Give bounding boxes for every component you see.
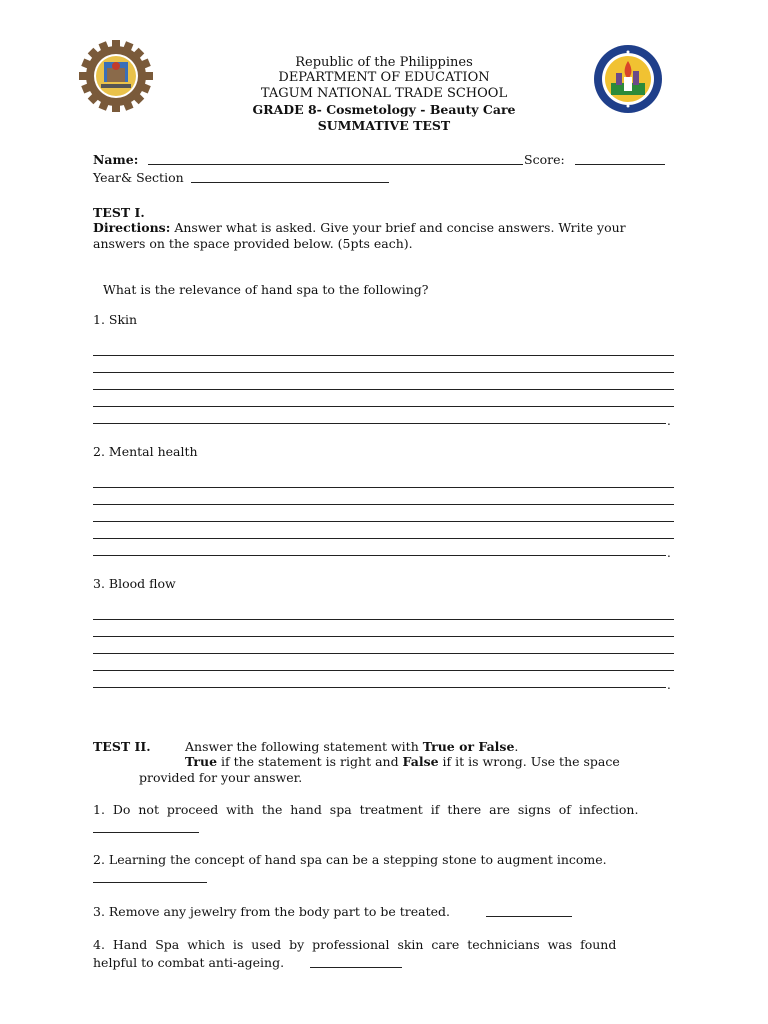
year-section-blank[interactable]	[191, 182, 389, 183]
header-test-title: SUMMATIVE TEST	[317, 118, 451, 133]
answer-line[interactable]	[93, 687, 666, 688]
name-label: Name:	[93, 152, 139, 167]
instr-text: if the statement is right and	[217, 754, 403, 769]
year-section-label: Year& Section	[93, 170, 184, 185]
score-blank[interactable]	[575, 164, 665, 165]
instr-text: if it is wrong. Use the space	[438, 754, 620, 769]
answer-line[interactable]	[93, 521, 674, 522]
answer-blank[interactable]	[486, 916, 572, 917]
test2-instruction	[185, 739, 518, 754]
name-blank[interactable]	[148, 164, 523, 165]
score-label: Score:	[524, 152, 565, 167]
answer-line[interactable]	[93, 355, 674, 356]
instr-true-or-false: True or False	[422, 739, 515, 754]
answer-line[interactable]	[93, 538, 674, 539]
test1-item-skin: 1. Skin	[93, 312, 138, 327]
answer-line[interactable]	[93, 372, 674, 373]
answer-line[interactable]	[93, 619, 674, 620]
period-mark: .	[667, 414, 671, 428]
period-mark: .	[667, 678, 671, 692]
test1-item-mental-health: 2. Mental health	[93, 444, 198, 459]
answer-line[interactable]	[93, 555, 666, 556]
test2-instruction-line3: provided for your answer.	[139, 770, 303, 785]
test2-item-1: 1. Do not proceed with the hand spa treatment if there are signs of infection.	[93, 802, 639, 817]
instr-period: .	[514, 739, 519, 754]
header-school: TAGUM NATIONAL TRADE SCHOOL	[260, 86, 508, 101]
answer-line[interactable]	[93, 423, 666, 424]
test2-title: TEST II.	[93, 739, 151, 754]
test1-directions	[93, 220, 626, 235]
test2-instruction-line2	[185, 754, 620, 769]
test2-item-2: 2. Learning the concept of hand spa can be a stepping stone to augment income.	[93, 852, 607, 867]
answer-line[interactable]	[93, 389, 674, 390]
test2-item-4-cont: helpful to combat anti-ageing.	[93, 955, 285, 970]
test1-directions-line2: answers on the space provided below. (5pts each).	[93, 236, 413, 251]
instr-true: True	[185, 754, 218, 769]
test1-item-blood-flow: 3. Blood flow	[93, 576, 176, 591]
answer-line[interactable]	[93, 653, 674, 654]
answer-line[interactable]	[93, 487, 674, 488]
answer-line[interactable]	[93, 636, 674, 637]
instr-text: Answer the following statement with	[185, 739, 423, 754]
answer-blank[interactable]	[310, 967, 402, 968]
answer-line[interactable]	[93, 670, 674, 671]
header-republic: Republic of the Philippines	[295, 55, 473, 70]
answer-line[interactable]	[93, 504, 674, 505]
answer-blank[interactable]	[93, 832, 199, 833]
period-mark: .	[667, 546, 671, 560]
directions-label: Directions:	[93, 220, 171, 235]
directions-text: Answer what is asked. Give your brief and concise answers. Write your	[170, 220, 626, 235]
answer-line[interactable]	[93, 406, 674, 407]
header-department: DEPARTMENT OF EDUCATION	[278, 70, 490, 85]
test2-item-3: 3. Remove any jewelry from the body part to be treated.	[93, 904, 450, 919]
header-grade: GRADE 8- Cosmetology - Beauty Care	[252, 102, 516, 117]
test1-title: TEST I.	[93, 205, 145, 220]
test1-question: What is the relevance of hand spa to the following?	[103, 282, 429, 297]
instr-false: False	[402, 754, 439, 769]
answer-blank[interactable]	[93, 882, 207, 883]
test2-item-4: 4. Hand Spa which is used by professional skin care technicians was found	[93, 937, 617, 952]
